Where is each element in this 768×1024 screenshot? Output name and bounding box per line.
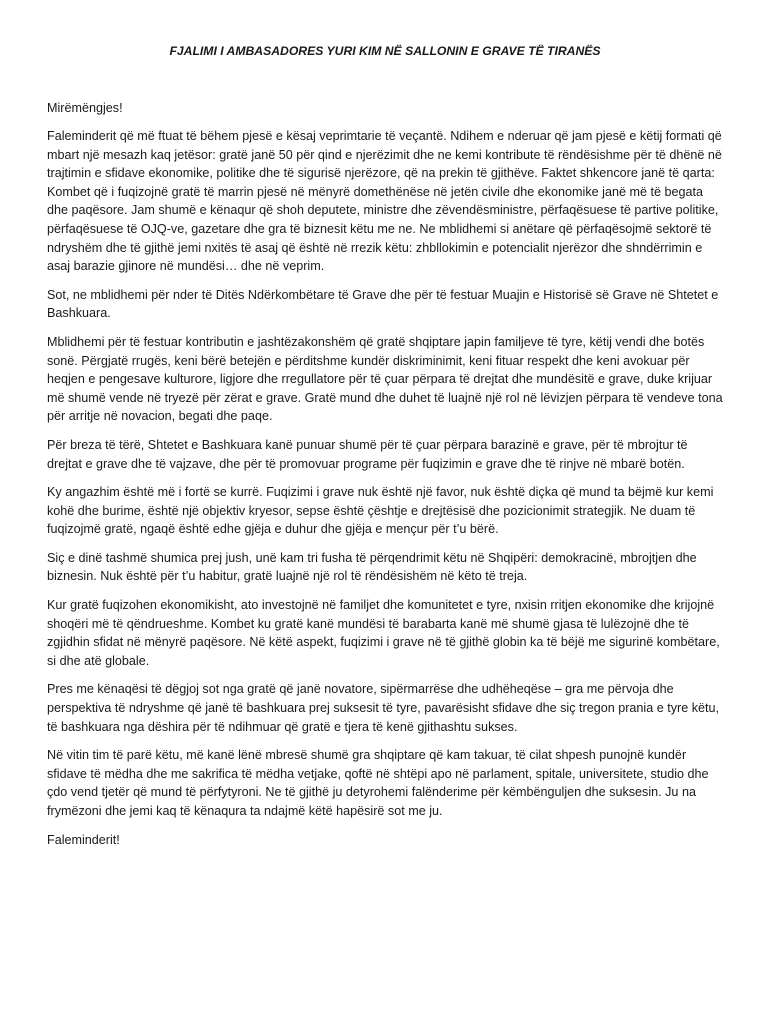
paragraph: Për breza të tërë, Shtetet e Bashkuara kanë punuar shumë për të çuar përpara barazinë e grave, për të mbrojtur të drejtat e grave dhe të vajzave, dhe për të promovuar programe për fuqizimin e grave dhe të rinjve në mbarë botën. [47, 437, 688, 471]
paragraph: Kur gratë fuqizohen ekonomikisht, ato investojnë në familjet dhe komunitetet e tyre, nxisin rritjen ekonomike dhe krijojnë shoqëri më të qëndrueshme. Kombet ku gratë kanë mundësi të barabarta kanë më shumë gjasa të lulëzojnë dhe të zgjidhin sfidat në mënyrë paqësore. Në këtë aspekt, fuqizimi i grave në të gjithë globin ka të bëjë me sigurinë kombëtare, si dhe atë globale. [47, 598, 720, 668]
paragraph: Sot, ne mblidhemi për nder të Ditës Ndërkombëtare të Grave dhe për të festuar Muajin e Historisë së Grave në Shtetet e Bashkuara. [47, 287, 719, 321]
paragraph: Pres me kënaqësi të dëgjoj sot nga gratë që janë novatore, sipërmarrëse dhe udhëheqëse – gra me përvoja dhe perspektiva të ndryshme që janë të bashkuara prej suksesit të tyre, pavarësisht sfidave dhe siç tregon prania e tyre këtu, të bashkuara nga dëshira për të ndihmuar që gratë e tjera të kenë gjithashtu sukses. [47, 682, 720, 734]
speech-title: FJALIMI I AMBASADORES YURI KIM NË SALLONIN E GRAVE TË TIRANËS [169, 44, 601, 58]
greeting: Mirëmëngjes! [47, 101, 123, 115]
paragraph: Siç e dinë tashmë shumica prej jush, unë kam tri fusha të përqendrimit këtu në Shqipëri: demokracinë, mbrojtjen dhe biznesin. Nuk është për t’u habitur, gratë luajnë një rol të rëndësishëm në këto të treja. [47, 550, 697, 584]
paragraph: Ky angazhim është më i fortë se kurrë. Fuqizimi i grave nuk është një favor, nuk është diçka që mund ta bëjmë kur kemi kohë dhe burime, është një objektiv kryesor, sepse është çështje e drejtësisë dhe pozicionimit strategjik. Ne duam të fuqizojmë gratë, ngaqë është edhe gjëja e duhur dhe gjëja e mençur për t’u bërë. [47, 485, 714, 537]
paragraph: Mblidhemi për të festuar kontributin e jashtëzakonshëm që gratë shqiptare japin familjeve të tyre, këtij vendi dhe botës sonë. Përgjatë rrugës, keni bërë betejën e përditshme kundër diskriminimit, keni fituar respekt dhe keni avokuar për heqjen e pengesave kulturore, ligjore dhe rregullatore për të çuar përpara të drejtat dhe mundësitë e grave, duke krijuar më shumë vende në tryezë për zërat e grave. Gratë mund dhe duhet të luajnë një rol në lëvizjen përpara të vendeve tona për arritje në novacion, begati dhe paqe. [47, 334, 723, 424]
speech-body [47, 127, 723, 821]
document-page [47, 0, 723, 849]
paragraph: Faleminderit që më ftuat të bëhem pjesë e kësaj veprimtarie të veçantë. Ndihem e nderuar që jam pjesë e këtij formati që mbart një mesazh kaq jetësor: gratë janë 50 për qind e njerëzimit dhe ne kemi kontribute të rëndësishme për të dhënë në trajtimin e sfidave ekonomike, politike dhe të sigurisë njerëzore, që na prekin të gjithëve. Faktet shkencore janë të qarta: Kombet që i fuqizojnë gratë të marrin pjesë në mënyrë domethënëse në jetën civile dhe ekonomike janë më të begata dhe paqësore. Jam shumë e kënaqur që shoh deputete, ministre dhe zëvendësministre, përfaqësuese të partive politike, përfaqësuese të OJQ-ve, gazetare dhe gra të biznesit këtu me ne. Ne mblidhemi si anëtare që përfaqësojmë sektorë të ndryshëm dhe të gjithë jemi nxitës të asaj që është në rrezik këtu: zhbllokimin e potencialit njerëzor dhe shndërrimin e asaj barazie gjinore në mundësi… dhe në veprim. [47, 129, 722, 274]
closing: Faleminderit! [47, 832, 120, 847]
paragraph: Në vitin tim të parë këtu, më kanë lënë mbresë shumë gra shqiptare që kam takuar, të cilat shpesh punojnë kundër sfidave të mëdha dhe me sakrifica të mëdha vetjake, qoftë në shtëpi apo në parlament, spitale, universitete, studio dhe çdo vend tjetër që mund të përfytyroni. Ne të gjithë ju detyrohemi falënderime për këmbënguljen dhe suksesin. Ju na frymëzoni dhe jemi kaq të kënaqura ta ndajmë këtë hapësirë sot me ju. [47, 748, 709, 818]
